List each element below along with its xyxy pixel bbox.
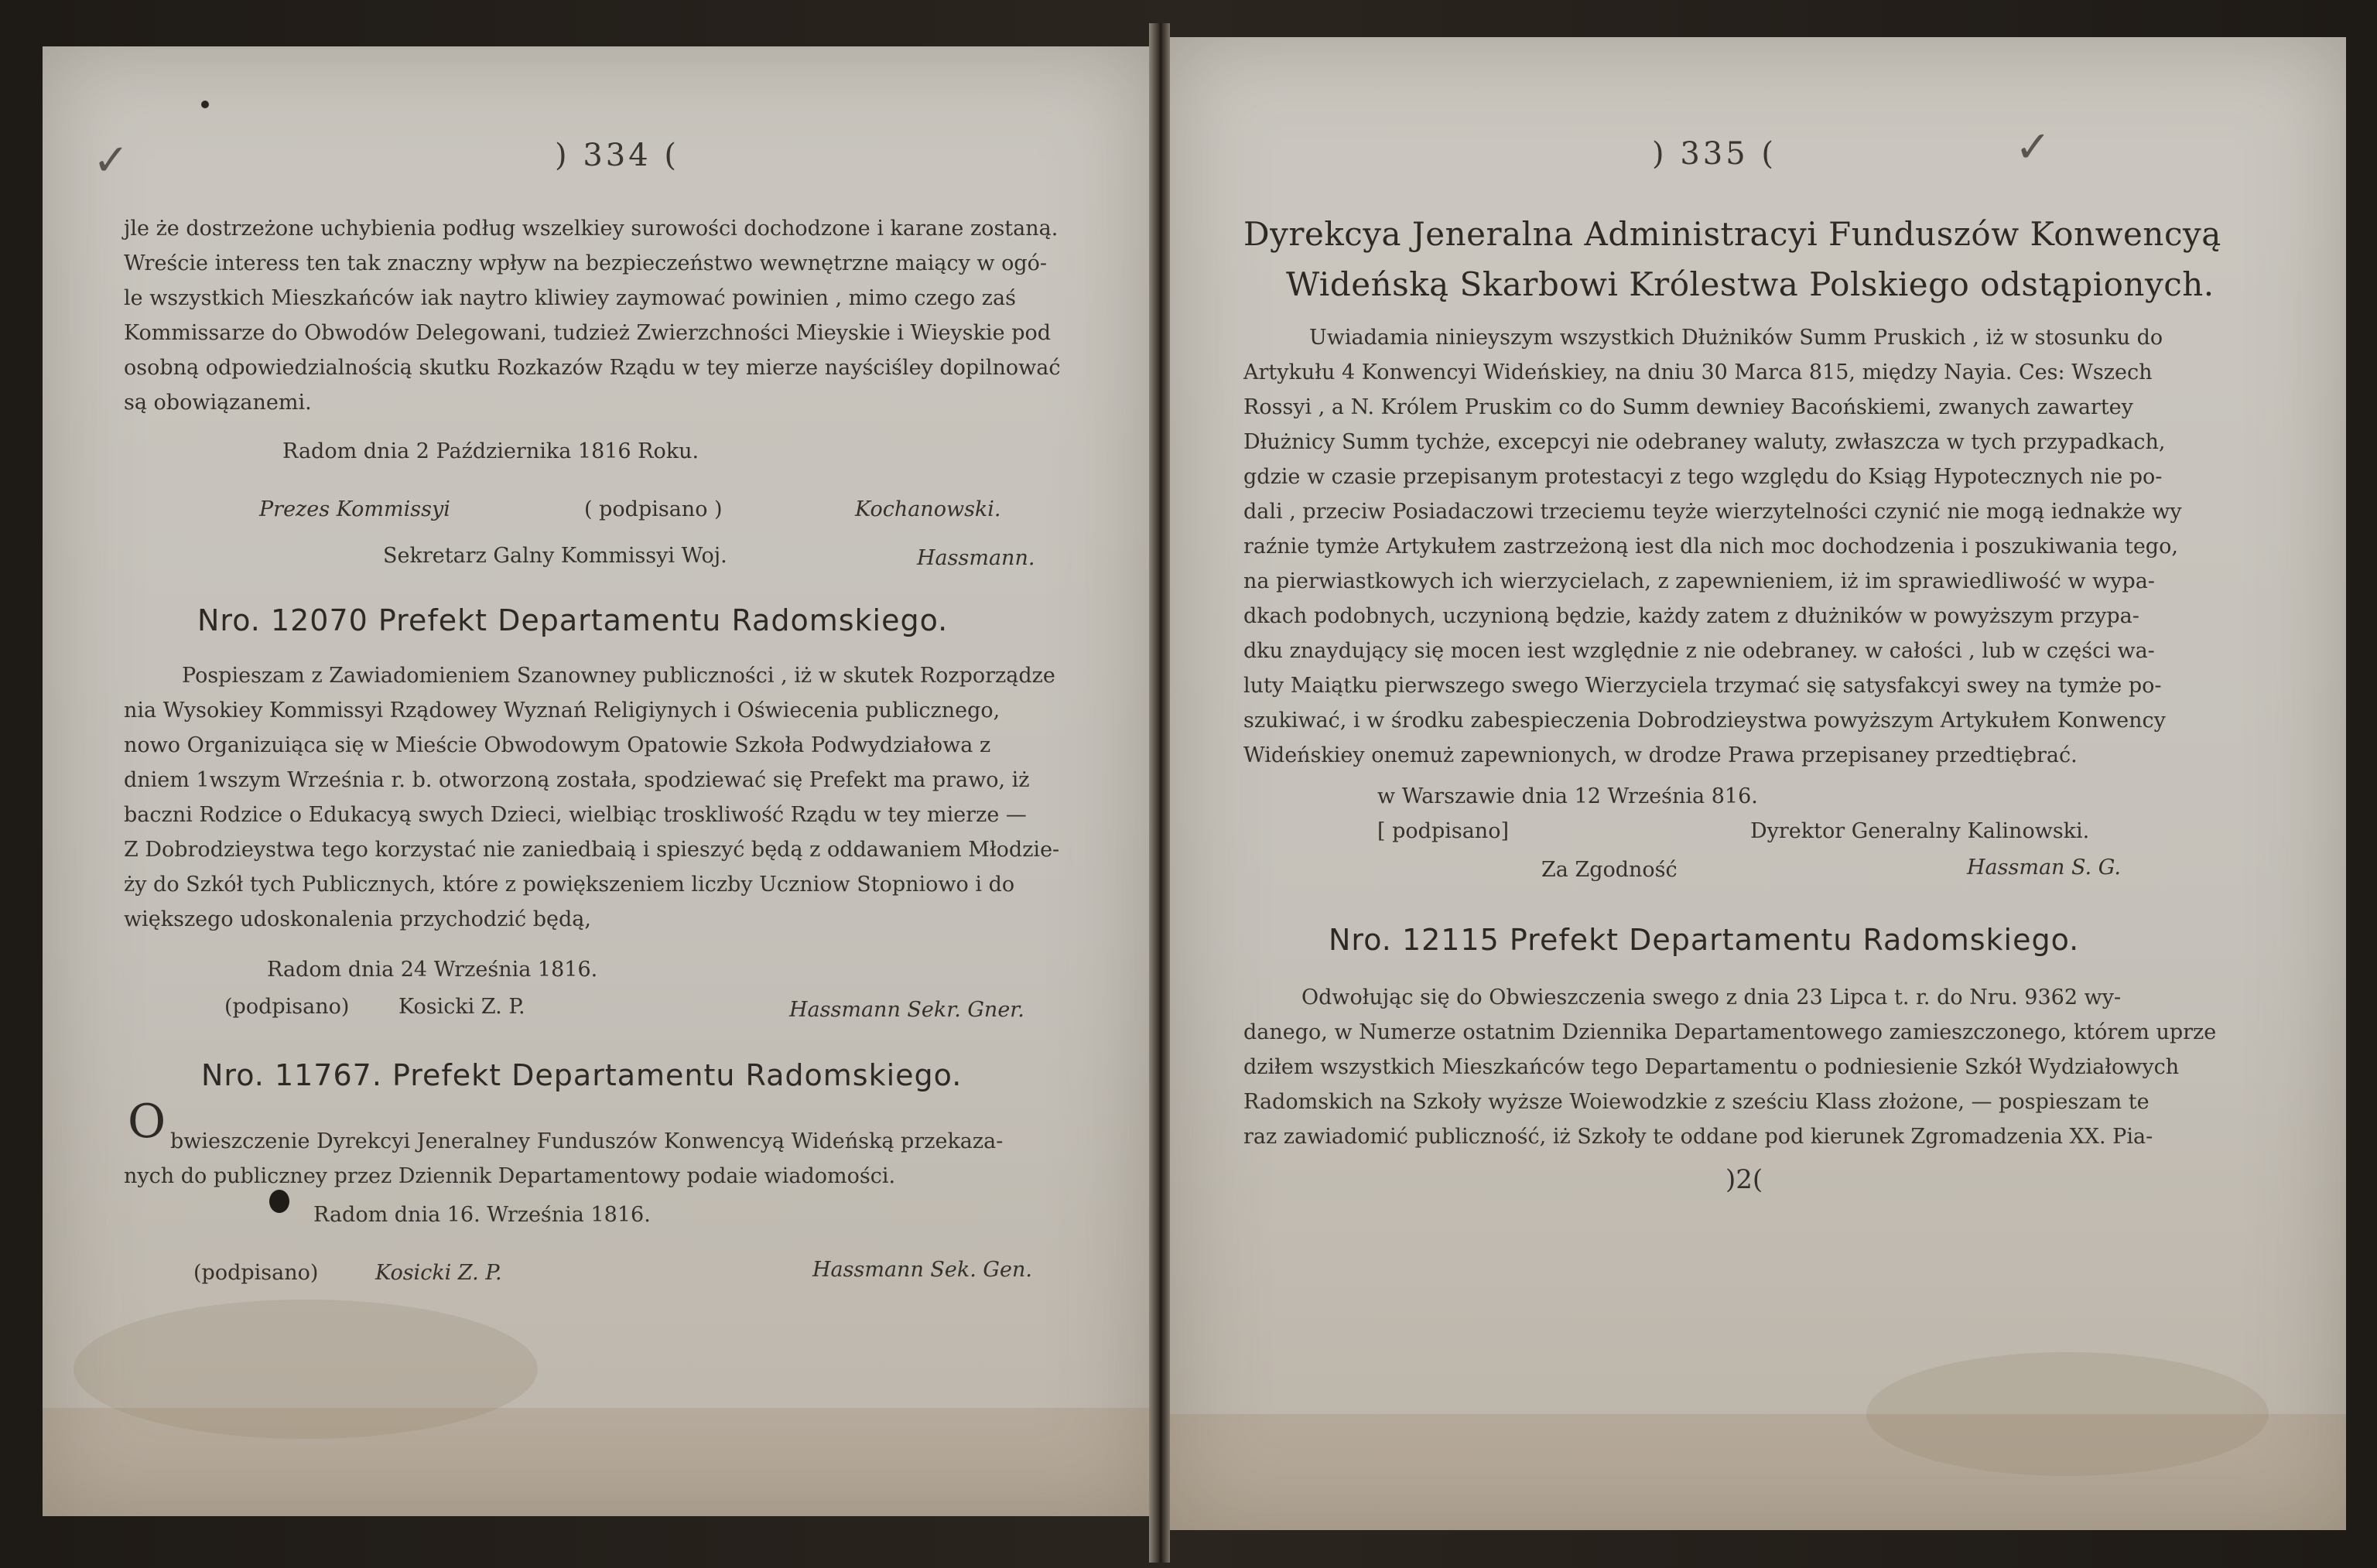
section-heading: Nro. 12115 Prefekt Departamentu Radomskiego. [1329, 923, 2080, 957]
signature-title: Prezes Kommissyi [259, 497, 450, 521]
signature-note: (podpisano) [224, 995, 350, 1019]
text-line: Dłużnicy Summ tychże, excepcyi nie odebraney waluty, zwłaszcza w tych przypadkach, [1243, 430, 2166, 454]
text-line: większego udoskonalenia przychodzić będą, [124, 907, 591, 931]
text-line: gdzie w czasie przepisanym protestacyi z tego względu do Ksiąg Hypotecznych nie po- [1243, 465, 2163, 489]
text-line: Uwiadamia ninieyszym wszystkich Dłużników Summ Pruskich , iż w stosunku do [1309, 326, 2163, 350]
ink-blot [269, 1190, 289, 1213]
signature-name: Kochanowski. [855, 497, 1001, 521]
text-line: szukiwać, i w środku zabespieczenia Dobrodzieystwa powyższym Artykułem Konwency [1243, 709, 2166, 733]
text-line: osobną odpowiedzialnością skutku Rozkazów Rządu w tey mierze nayściśley dopilnować [124, 356, 1061, 380]
corner-check-mark: ✓ [93, 135, 129, 186]
text-line: Rossyi , a N. Królem Pruskim co do Summ dewniey Bacońskiemi, zwanych zawartey [1243, 395, 2133, 419]
corner-check-mark: ✓ [2015, 122, 2051, 173]
left-page [43, 46, 1149, 1516]
signature-name: Hassman S. G. [1967, 856, 2121, 880]
section-heading: Nro. 11767. Prefekt Departamentu Radomskiego. [201, 1058, 963, 1092]
paper-stain-bottom [43, 1408, 1149, 1516]
book-gutter [1149, 23, 1170, 1563]
text-line: Z Dobrodzieystwa tego korzystać nie zaniedbaią i spieszyć będą z oddawaniem Młodzie- [124, 838, 1060, 862]
text-line: są obowiązanemi. [124, 391, 312, 415]
text-line: danego, w Numerze ostatnim Dziennika Departamentowego zamieszczonego, którem uprze [1243, 1020, 2217, 1044]
text-line: Kommissarze do Obwodów Delegowani, tudzież Zwierzchności Mieyskie i Wieyskie pod [124, 321, 1052, 345]
signature-name: Kosicki Z. P. [375, 1261, 502, 1285]
text-line: raźnie tymże Artykułem zastrzeżoną iest dla nich moc dochodzenia i poszukiwania tego, [1243, 535, 2178, 559]
text-line: Odwołując się do Obwieszczenia swego z dnia 23 Lipca t. r. do Nru. 9362 wy- [1301, 986, 2122, 1009]
page-number: ) 335 ( [1652, 136, 1777, 172]
text-line: Artykułu 4 Konwencyi Wideńskiey, na dniu 30 Marca 815, między Nayia. Ces: Wszech [1243, 360, 2153, 384]
document-title: Wideńską Skarbowi Królestwa Polskiego odstąpionych. [1286, 265, 2215, 303]
text-line: bwieszczenie Dyrekcyi Jeneralney Funduszów Konwencyą Wideńską przekaza- [170, 1129, 1004, 1153]
paper-stain [1866, 1352, 2269, 1476]
text-line: raz zawiadomić publiczność, iż Szkoły te oddane pod kierunek Zgromadzenia XX. Pia- [1243, 1125, 2153, 1149]
text-line: Wreście interess ten tak znaczny wpływ na bezpieczeństwo wewnętrzne maiący w ogó- [124, 251, 1048, 275]
signature-note: Za Zgodność [1541, 858, 1678, 882]
date-line: w Warszawie dnia 12 Września 816. [1377, 784, 1758, 808]
signature-name: Hassmann Sek. Gen. [812, 1258, 1032, 1282]
signature-name: Hassmann. [917, 546, 1035, 570]
text-line: ży do Szkół tych Publicznych, które z powiększeniem liczby Uczniow Stopniowo i do [124, 873, 1015, 897]
text-line: dali , przeciw Posiadaczowi trzeciemu teyże wierzytelności czynić nie mogą iednakże wy [1243, 500, 2182, 524]
signature-name: Dyrektor Generalny Kalinowski. [1750, 819, 2090, 843]
signature-title: Sekretarz Galny Kommissyi Woj. [383, 544, 727, 568]
date-line: Radom dnia 16. Września 1816. [313, 1203, 651, 1227]
text-line: jle że dostrzeżone uchybienia podług wszelkiey surowości dochodzone i karane zostaną. [124, 217, 1059, 241]
text-line: nia Wysokiey Kommissyi Rządowey Wyznań Religiynych i Oświecenia publicznego, [124, 699, 1000, 723]
text-line: na pierwiastkowych ich wierzycielach, z zapewnieniem, iż im sprawiedliwość w wypa- [1243, 569, 2155, 593]
section-heading: Nro. 12070 Prefekt Departamentu Radomskiego. [197, 603, 949, 637]
text-line: le wszystkich Mieszkańców iak naytro kliwiey zaymować powinien , mimo czego zaś [124, 286, 1016, 310]
signature-name: Kosicki Z. P. [398, 995, 525, 1019]
text-line: luty Maiątku pierwszego swego Wierzyciela trzymać się satysfakcyi swey na tymże po- [1243, 674, 2162, 698]
ink-spot [201, 101, 209, 108]
text-line: dniem 1wszym Września r. b. otworzoną została, spodziewać się Prefekt ma prawo, iż [124, 768, 1030, 792]
signature-note: [ podpisano] [1377, 819, 1509, 843]
text-line: baczni Rodzice o Edukacyą swych Dzieci, wielbiąc troskliwość Rządu w tey mierze — [124, 803, 1027, 827]
right-page [1170, 37, 2346, 1530]
text-line: Wideńskiey onemuż zapewnionych, w drodze Prawa przepisaney przedtiębrać. [1243, 743, 2078, 767]
page-number: ) 334 ( [555, 138, 679, 173]
text-line: dkach podobnych, uczynioną będzie, każdy zatem z dłużników w powyższym przypa- [1243, 604, 2139, 628]
text-line: Pospieszam z Zawiadomieniem Szanowney publiczności , iż w skutek Rozporządze [182, 664, 1055, 688]
date-line: Radom dnia 24 Września 1816. [267, 958, 598, 982]
signature-name: Hassmann Sekr. Gner. [789, 998, 1024, 1022]
text-line: nych do publiczney przez Dziennik Departamentowy podaie wiadomości. [124, 1164, 896, 1188]
date-line: Radom dnia 2 Października 1816 Roku. [282, 439, 699, 463]
document-title: Dyrekcya Jeneralna Administracyi Funduszów Konwencyą [1243, 215, 2221, 253]
signature-note: ( podpisano ) [584, 497, 723, 521]
signature-note: (podpisano) [193, 1261, 319, 1285]
text-line: dku znaydujący się mocen iest względnie z nie odebraney. w całości , lub w części wa- [1243, 639, 2155, 663]
drop-cap: O [128, 1095, 166, 1149]
text-line: Radomskich na Szkoły wyższe Woiewodzkie z sześciu Klass złożone, — pospieszam te [1243, 1090, 2150, 1114]
catchword: )2( [1725, 1164, 1763, 1195]
text-line: nowo Organizuiąca się w Mieście Obwodowym Opatowie Szkoła Podwydziałowa z [124, 733, 991, 757]
text-line: dziłem wszystkich Mieszkańców tego Departamentu o podniesienie Szkół Wydziałowych [1243, 1055, 2180, 1079]
